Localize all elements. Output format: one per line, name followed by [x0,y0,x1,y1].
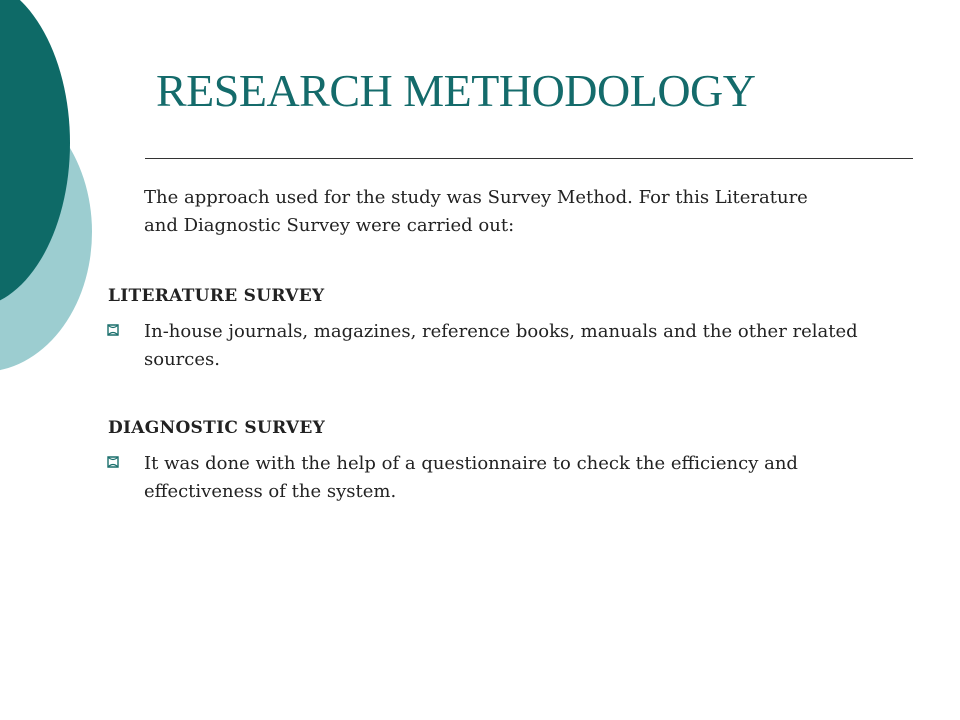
open-square-bullet-icon [104,321,122,339]
diagnostic-survey-heading: DIAGNOSTIC SURVEY [108,418,326,438]
literature-survey-text: In-house journals, magazines, reference books, manuals and the other related sources. [144,321,858,370]
bullet-glyph [104,321,122,339]
title-divider [145,158,913,159]
open-square-bullet-icon [104,453,122,471]
literature-survey-heading: LITERATURE SURVEY [108,286,325,306]
slide-title: RESEARCH METHODOLOGY [156,65,756,116]
intro-paragraph: The approach used for the study was Survey Method. For this Literature and Diagnostic Survey were carried out: [144,187,808,236]
diagnostic-survey-text: It was done with the help of a questionnaire to check the efficiency and effectiveness of the system. [144,453,798,502]
bullet-glyph [104,453,122,471]
